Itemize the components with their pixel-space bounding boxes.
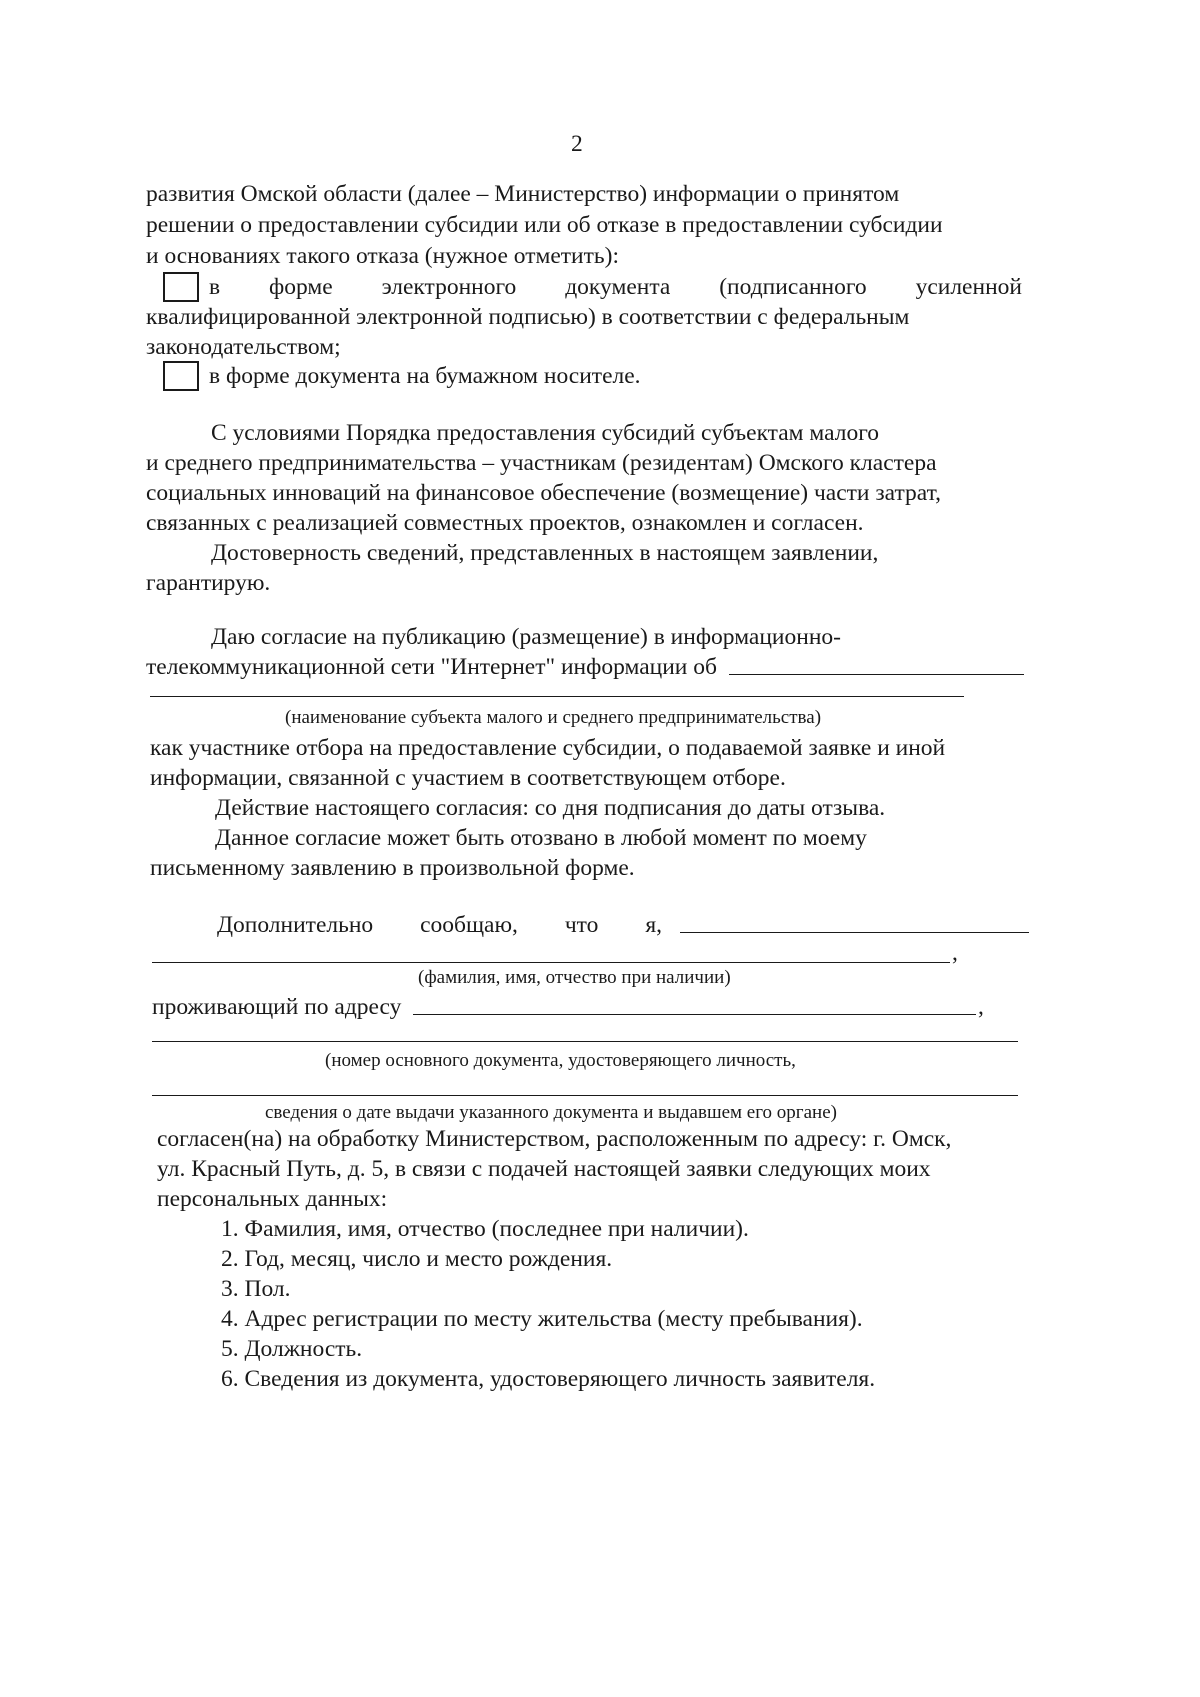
option-electronic-word: (подписанного xyxy=(719,274,867,300)
id-document-label: (номер основного документа, удостоверяющего личность, xyxy=(325,1050,796,1071)
consent-line-5: Действие настоящего согласия: со дня подписания до даты отзыва. xyxy=(215,795,886,821)
option-electronic-word: форме xyxy=(269,274,333,300)
agree-line-1: согласен(на) на обработку Министерством, расположенным по адресу: г. Омск, xyxy=(157,1126,952,1152)
consent-line-4: информации, связанной с участием в соответствующем отборе. xyxy=(150,765,786,791)
reliability-line-2: гарантирую. xyxy=(146,570,271,596)
address-comma: , xyxy=(978,994,984,1020)
consent-line-2-text: телекоммуникационной сети "Интернет" информации об xyxy=(146,654,717,680)
option-electronic-line-2: квалифицированной электронной подписью) в соответствии с федеральным xyxy=(146,304,910,330)
personal-data-item: 5. Должность. xyxy=(221,1336,363,1362)
id-document-field[interactable] xyxy=(152,1041,1018,1042)
option-electronic-line-3: законодательством; xyxy=(146,334,341,360)
intro-line-2: решении о предоставлении субсидии или об отказе в предоставлении субсидии xyxy=(146,212,943,238)
consent-line-1: Даю согласие на публикацию (размещение) в информационно- xyxy=(211,624,841,650)
additional-word: я, xyxy=(645,912,662,938)
option-electronic-word: электронного xyxy=(381,274,517,300)
consent-line-6: Данное согласие может быть отозвано в любой момент по моему xyxy=(215,825,867,851)
conditions-line-2: и среднего предпринимательства – участникам (резидентам) Омского кластера xyxy=(146,450,937,476)
personal-data-item: 6. Сведения из документа, удостоверяющего личность заявителя. xyxy=(221,1366,876,1392)
option-paper-checkbox[interactable] xyxy=(163,361,199,391)
address-text: проживающий по адресу xyxy=(152,994,402,1020)
address-field[interactable] xyxy=(413,996,976,1015)
page-number: 2 xyxy=(571,131,583,157)
full-name-field-start[interactable] xyxy=(680,914,1029,933)
full-name-comma: , xyxy=(952,940,958,966)
consent-line-7: письменному заявлению в произвольной форме. xyxy=(150,855,635,881)
id-issue-label: сведения о дате выдачи указанного документа и выдавшем его органе) xyxy=(265,1102,837,1123)
option-electronic-line-1 xyxy=(209,276,1022,300)
entity-name-label: (наименование субъекта малого и среднего предпринимательства) xyxy=(285,707,822,728)
conditions-line-4: связанных с реализацией совместных проектов, ознакомлен и согласен. xyxy=(146,510,864,536)
option-electronic-checkbox[interactable] xyxy=(163,272,199,302)
additional-line-1 xyxy=(217,914,1029,938)
conditions-line-1: С условиями Порядка предоставления субсидий субъектам малого xyxy=(211,420,880,446)
entity-name-field[interactable] xyxy=(150,696,964,697)
personal-data-item: 4. Адрес регистрации по месту жительства (месту пребывания). xyxy=(221,1306,863,1332)
additional-word: что xyxy=(564,912,599,938)
full-name-field[interactable] xyxy=(152,962,950,963)
intro-line-3: и основаниях такого отказа (нужное отметить): xyxy=(146,243,619,269)
consent-line-2 xyxy=(146,656,1024,680)
personal-data-item: 3. Пол. xyxy=(221,1276,291,1302)
conditions-line-3: социальных инноваций на финансовое обеспечение (возмещение) части затрат, xyxy=(146,480,941,506)
option-electronic-word: документа xyxy=(565,274,671,300)
additional-words xyxy=(217,914,662,938)
personal-data-item: 2. Год, месяц, число и место рождения. xyxy=(221,1246,613,1272)
id-issue-field[interactable] xyxy=(152,1095,1018,1096)
reliability-line-1: Достоверность сведений, представленных в настоящем заявлении, xyxy=(211,540,879,566)
consent-line-3: как участнике отбора на предоставление субсидии, о подаваемой заявке и иной xyxy=(150,735,946,761)
option-paper-label: в форме документа на бумажном носителе. xyxy=(209,363,641,389)
entity-name-field-start[interactable] xyxy=(729,656,1024,675)
personal-data-item: 1. Фамилия, имя, отчество (последнее при наличии). xyxy=(221,1216,749,1242)
additional-word: сообщаю, xyxy=(420,912,518,938)
full-name-label: (фамилия, имя, отчество при наличии) xyxy=(418,967,731,988)
option-electronic-word: усиленной xyxy=(915,274,1022,300)
additional-word: Дополнительно xyxy=(217,912,374,938)
agree-line-2: ул. Красный Путь, д. 5, в связи с подачей настоящей заявки следующих моих xyxy=(157,1156,931,1182)
agree-line-3: персональных данных: xyxy=(157,1186,388,1212)
intro-line-1: развития Омской области (далее – Министерство) информации о принятом xyxy=(146,181,900,207)
address-line xyxy=(152,996,976,1020)
option-electronic-word: в xyxy=(209,274,221,300)
